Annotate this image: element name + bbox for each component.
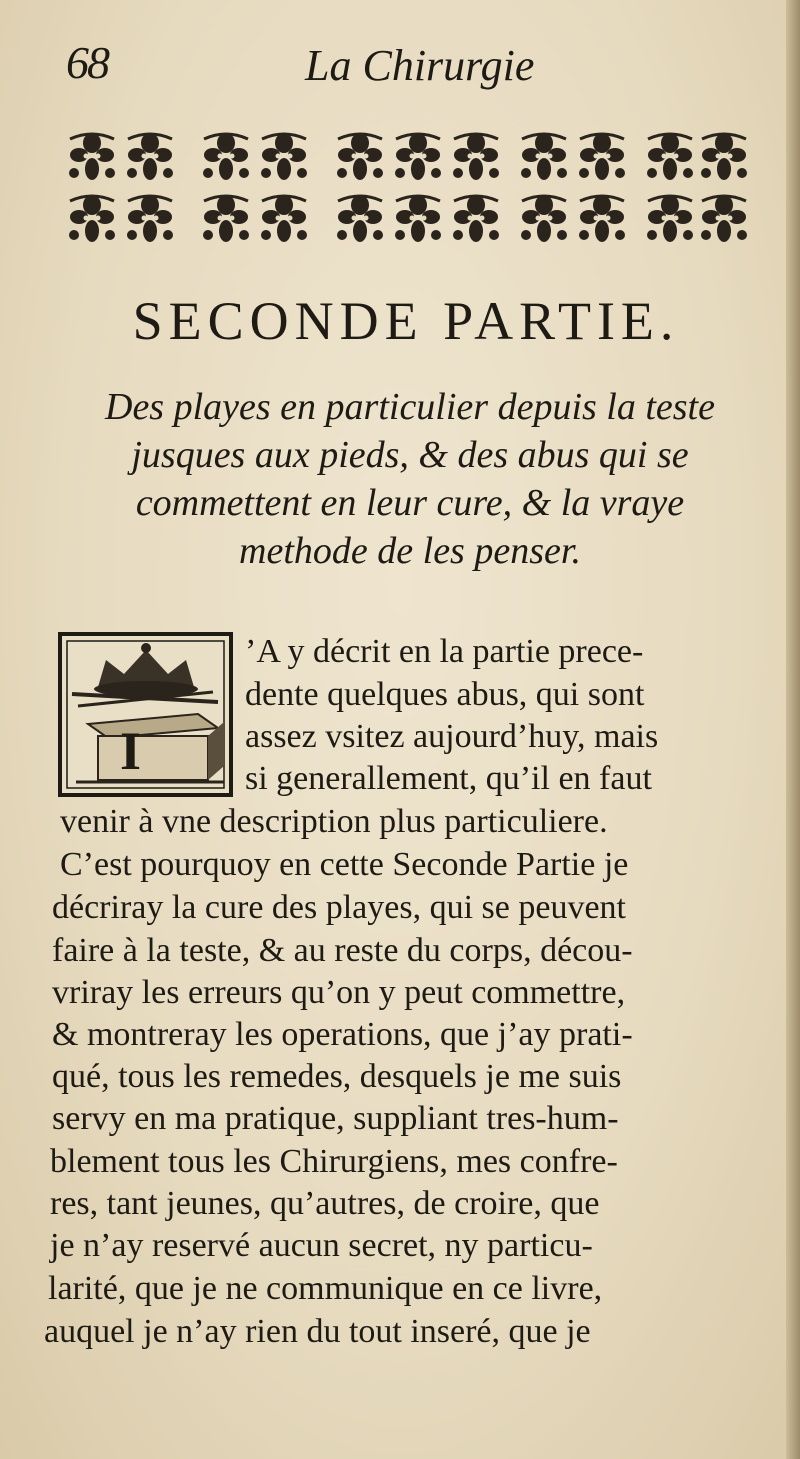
body-line: larité, que je ne communique en ce livre, [48,1270,603,1307]
body-line: si generallement, qu’il en faut [245,760,652,797]
running-title: La Chirurgie [305,41,535,90]
body-line: dente quelques abus, qui sont [245,676,645,713]
body-line: auquel je n’ay rien du tout inseré, que je [44,1313,591,1350]
section-heading: SECONDE PARTIE. [132,291,680,351]
body-line: faire à la teste, & au reste du corps, décou- [52,932,633,969]
crown-on-altar-icon [58,632,233,797]
drop-cap-letter: I [120,721,142,781]
body-line: C’est pourquoy en cette Seconde Partie je [60,846,629,883]
subtitle-line: Des playes en particulier depuis la teste [105,386,715,428]
subtitle-line: commettent en leur cure, & la vraye [135,482,685,524]
body-line: je n’ay reservé aucun secret, ny particu- [50,1227,593,1264]
body-line: blement tous les Chirurgiens, mes confre- [50,1143,618,1180]
section-subtitle [60,383,760,575]
body-line: décriray la cure des playes, qui se peuvent [52,889,626,926]
body-line: ’A y décrit en la partie prece- [245,633,644,670]
fleuron-border-icon [60,125,752,253]
subtitle-line: jusques aux pieds, & des abus qui se [131,434,689,476]
subtitle-line: methode de les penser. [239,530,581,572]
running-head [60,30,760,100]
body-line: qué, tous les remedes, desquels je me suis [52,1058,622,1095]
body-line: vriray les erreurs qu’on y peut commettre, [52,974,626,1011]
page-number: 68 [66,37,108,88]
drop-cap [58,632,233,797]
body-line: venir à vne description plus particuliere. [60,803,608,840]
body-line: assez vsitez aujourd’huy, mais [245,718,659,755]
body-line: res, tant jeunes, qu’autres, de croire, que [50,1185,600,1222]
body-line: & montreray les operations, que j’ay prati- [52,1016,633,1053]
page-edge [786,0,800,1459]
body-line: servy en ma pratique, suppliant tres-hum- [52,1100,619,1137]
